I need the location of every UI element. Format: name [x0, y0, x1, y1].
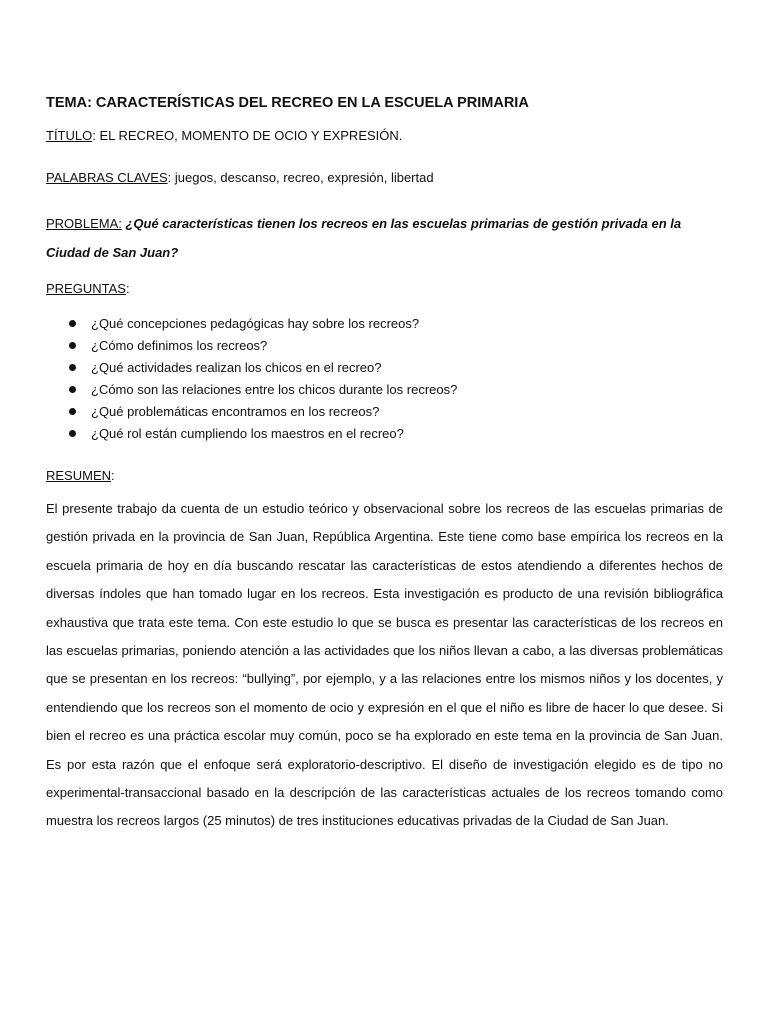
- problem-question: ¿Qué características tienen los recreos en las escuelas primarias de gestión privada en la Ciudad de San Juan?: [46, 216, 682, 260]
- bullet-icon: [69, 408, 76, 415]
- list-item: [46, 335, 457, 357]
- question-text: ¿Qué problemáticas encontramos en los recreos?: [91, 404, 380, 419]
- problem-label: PROBLEMA:: [46, 216, 122, 231]
- list-item: [46, 401, 457, 423]
- summary-label: RESUMEN: [46, 468, 112, 483]
- questions-list: [46, 313, 457, 445]
- bullet-icon: [69, 430, 76, 437]
- keywords-line: [46, 170, 434, 185]
- question-text: ¿Qué concepciones pedagógicas hay sobre los recreos?: [91, 316, 420, 331]
- list-item: [46, 357, 457, 379]
- summary-line: [46, 468, 115, 483]
- problem-paragraph: [46, 209, 723, 267]
- keywords-value: juegos, descanso, recreo, expresión, libertad: [171, 170, 434, 185]
- bullet-icon: [69, 320, 76, 327]
- bullet-icon: [69, 364, 76, 371]
- keywords-separator: :: [167, 170, 172, 185]
- list-item: [46, 423, 457, 445]
- title-separator: :: [92, 128, 96, 143]
- question-text: ¿Cómo son las relaciones entre los chicos durante los recreos?: [91, 382, 458, 397]
- bullet-icon: [69, 342, 76, 349]
- summary-separator: :: [111, 468, 115, 483]
- question-text: ¿Qué rol están cumpliendo los maestros en el recreo?: [91, 426, 404, 441]
- questions-line: [46, 281, 130, 296]
- list-item: [46, 313, 457, 335]
- list-item: [46, 379, 457, 401]
- title-line: [46, 128, 402, 143]
- summary-paragraph: El presente trabajo da cuenta de un estudio teórico y observacional sobre los recreos de las escuelas primarias de gestión privada en la provincia de San Juan, República Argentina. Este tiene como base empírica los recreos en la escuela primaria de hoy en día buscando rescatar las características de estos atendiendo a diferentes hechos de diversas índoles que han tomado lugar en los recreos. Esta investigación es producto de una revisión bibliográfica exhaustiva que trata este tema. Con este estudio lo que se busca es presentar las características de los recreos en las escuelas primarias, poniendo atención a las actividades que los niños llevan a cabo, a las diversas problemáticas que se presentan en los recreos: “bullying”, por ejemplo, y a las relaciones entre los mismos niños y los docentes, y entendiendo que los recreos son el momento de ocio y expresión en el que el niño es libre de hacer lo que desee. Si bien el recreo es una práctica escolar muy común, poco se ha explorado en este tema en la provincia de San Juan. Es por esta razón que el enfoque será exploratorio-descriptivo. El diseño de investigación elegido es de tipo no experimental-transaccional basado en la descripción de las características actuales de los recreos tomando como muestra los recreos largos (25 minutos) de tres instituciones educativas privadas de la Ciudad de San Juan.: [46, 501, 723, 829]
- document-heading: TEMA: CARACTERÍSTICAS DEL RECREO EN LA ESCUELA PRIMARIA: [46, 95, 529, 111]
- question-text: ¿Cómo definimos los recreos?: [91, 338, 268, 353]
- bullet-icon: [69, 386, 76, 393]
- question-text: ¿Qué actividades realizan los chicos en el recreo?: [91, 360, 382, 375]
- questions-separator: :: [125, 281, 130, 296]
- title-value: EL RECREO, MOMENTO DE OCIO Y EXPRESIÓN.: [95, 128, 403, 143]
- questions-label: PREGUNTAS: [46, 281, 126, 296]
- title-label: TÍTULO: [46, 128, 93, 143]
- keywords-label: PALABRAS CLAVES: [46, 170, 168, 185]
